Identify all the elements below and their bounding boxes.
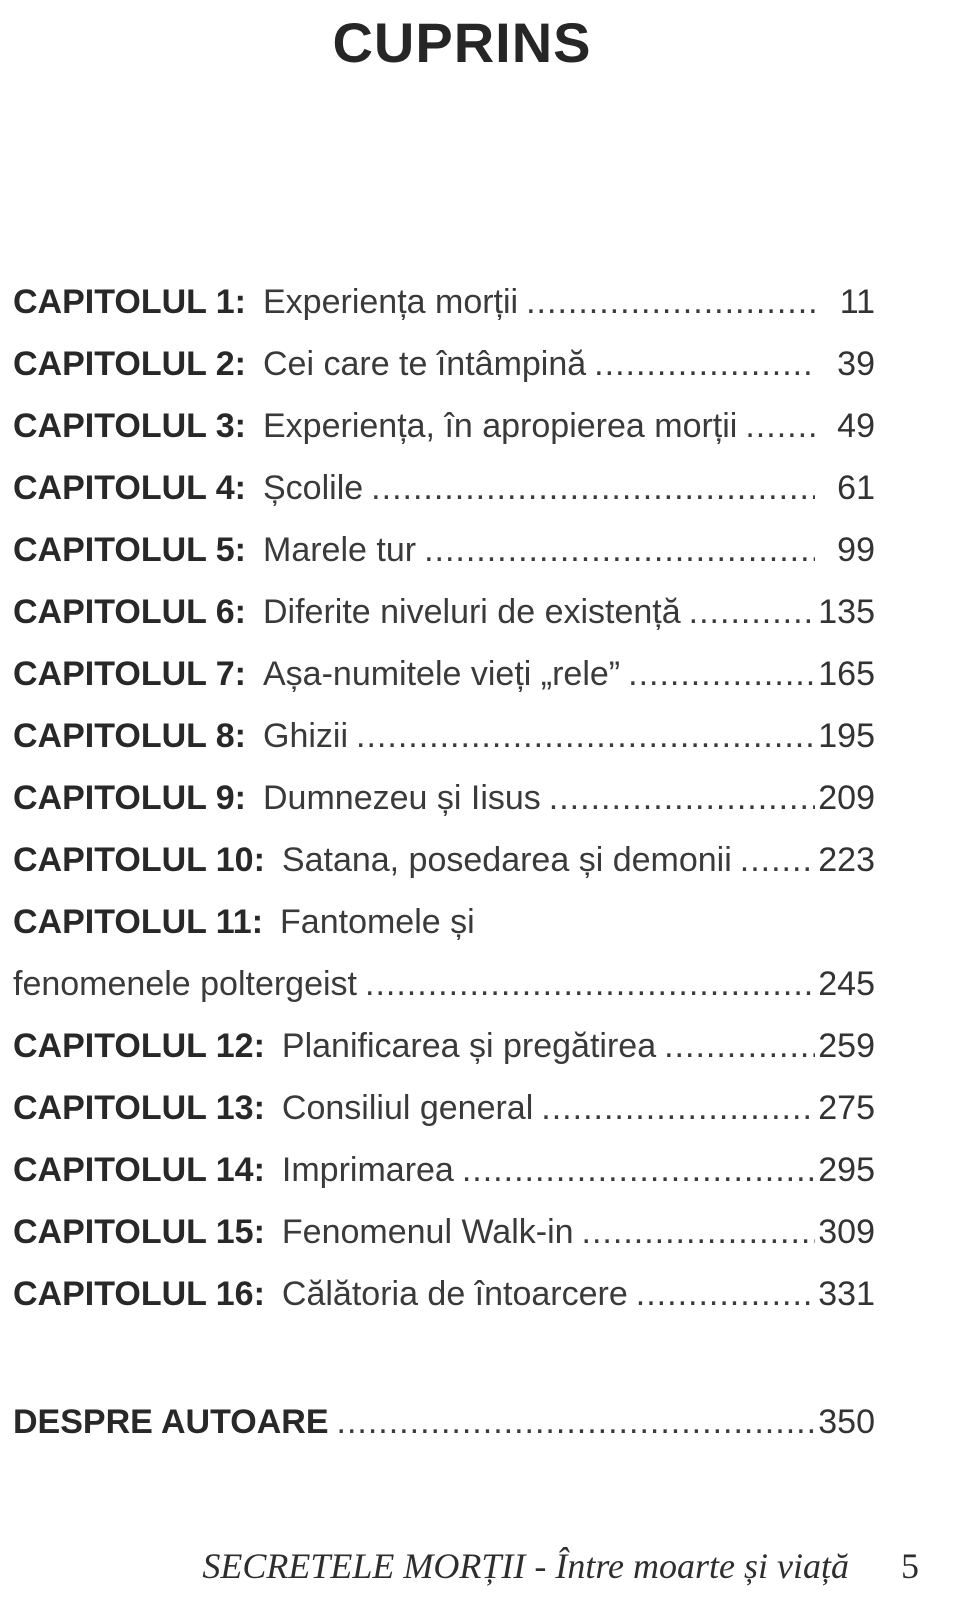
dot-leader [329, 1391, 816, 1453]
dot-leader [533, 1077, 815, 1139]
dot-leader [656, 1015, 815, 1077]
chapter-label: CAPITOLUL 3: [13, 407, 246, 445]
page-number: 295 [818, 1151, 875, 1189]
toc-entry [13, 829, 875, 891]
toc-entry [13, 457, 875, 519]
chapter-title: Diferite niveluri de existență [263, 593, 681, 631]
page-number: 309 [818, 1213, 875, 1251]
dot-leader [737, 395, 815, 457]
toc-entry [13, 1077, 875, 1139]
chapter-title: Consiliul general [281, 1089, 534, 1127]
page-number: 331 [818, 1275, 875, 1313]
page-number: 61 [837, 469, 875, 507]
chapter-label: CAPITOLUL 8: [13, 717, 246, 755]
page-number: 259 [818, 1027, 875, 1065]
chapter-label: CAPITOLUL 6: [13, 593, 246, 631]
chapter-title: Așa-numitele vieți „rele” [263, 655, 621, 693]
dot-leader [363, 457, 815, 519]
toc-entry [13, 767, 875, 829]
chapter-title: Școlile [263, 469, 364, 507]
page-number: 165 [818, 655, 875, 693]
toc-entry [13, 395, 875, 457]
toc-entry [13, 891, 875, 953]
page-number: 99 [837, 531, 875, 569]
chapter-title: Fantomele și [280, 903, 475, 941]
toc-entry [13, 643, 875, 705]
chapter-label: CAPITOLUL 7: [13, 655, 246, 693]
toc-entry [13, 705, 875, 767]
toc-entry [13, 333, 875, 395]
chapter-label: CAPITOLUL 11: [13, 903, 264, 941]
chapter-label: CAPITOLUL 2: [13, 345, 246, 383]
dot-leader [454, 1139, 815, 1201]
chapter-title: Experiența morții [263, 283, 519, 321]
page-number: 275 [818, 1089, 875, 1127]
page-number: 49 [837, 407, 875, 445]
chapter-title: Experiența, în apropierea morții [263, 407, 738, 445]
dot-leader [732, 829, 815, 891]
toc-entry [13, 1201, 875, 1263]
chapter-label: CAPITOLUL 16: [13, 1275, 265, 1313]
chapter-title: Satana, posedarea și demonii [281, 841, 732, 879]
page-number: 195 [818, 717, 875, 755]
dot-leader [518, 271, 815, 333]
page-number: 223 [818, 841, 875, 879]
chapter-label: CAPITOLUL 14: [13, 1151, 265, 1189]
dot-leader [541, 767, 815, 829]
footer-book-title: SECRETELE MORȚII - Între moarte și viață [202, 1546, 849, 1586]
dot-leader [357, 953, 815, 1015]
page-number: 209 [818, 779, 875, 817]
chapter-label: CAPITOLUL 5: [13, 531, 246, 569]
page-number: 350 [818, 1403, 875, 1441]
chapter-label: CAPITOLUL 12: [13, 1027, 265, 1065]
chapter-label: CAPITOLUL 13: [13, 1089, 265, 1127]
footer [202, 1541, 919, 1591]
page-number: 245 [818, 965, 875, 1003]
dot-leader [628, 1263, 815, 1325]
dot-leader [348, 705, 815, 767]
chapter-title: Cei care te întâmpină [263, 345, 587, 383]
chapter-label: CAPITOLUL 9: [13, 779, 246, 817]
page-number: 39 [837, 345, 875, 383]
toc-list [13, 271, 875, 1453]
page-title: CUPRINS [332, 11, 592, 74]
toc-entry [13, 519, 875, 581]
dot-leader [574, 1201, 815, 1263]
toc-entry [13, 581, 875, 643]
chapter-label: CAPITOLUL 1: [13, 283, 246, 321]
dot-leader [681, 581, 815, 643]
dot-leader [586, 333, 815, 395]
chapter-title: Fenomenul Walk-in [281, 1213, 574, 1251]
chapter-title: Marele tur [263, 531, 417, 569]
chapter-label: CAPITOLUL 4: [13, 469, 246, 507]
dot-leader [416, 519, 815, 581]
toc-entry [13, 1391, 875, 1453]
chapter-title: Dumnezeu și Iisus [263, 779, 541, 817]
chapter-title: Imprimarea [281, 1151, 454, 1189]
toc-entry [13, 953, 875, 1015]
chapter-label: CAPITOLUL 10: [13, 841, 265, 879]
toc-entry [13, 1015, 875, 1077]
toc-entry [13, 1263, 875, 1325]
chapter-label: CAPITOLUL 15: [13, 1213, 265, 1251]
footer-page-number: 5 [901, 1546, 919, 1586]
toc-entry [13, 271, 875, 333]
chapter-title: fenomenele poltergeist [13, 965, 358, 1003]
page-number: 11 [839, 283, 875, 321]
chapter-label: DESPRE AUTOARE [13, 1403, 329, 1441]
page-number: 135 [818, 593, 875, 631]
chapter-title: Planificarea și pregătirea [281, 1027, 657, 1065]
toc-entry [13, 1139, 875, 1201]
dot-leader [620, 643, 815, 705]
chapter-title: Ghizii [263, 717, 349, 755]
chapter-title: Călătoria de întoarcere [281, 1275, 628, 1313]
